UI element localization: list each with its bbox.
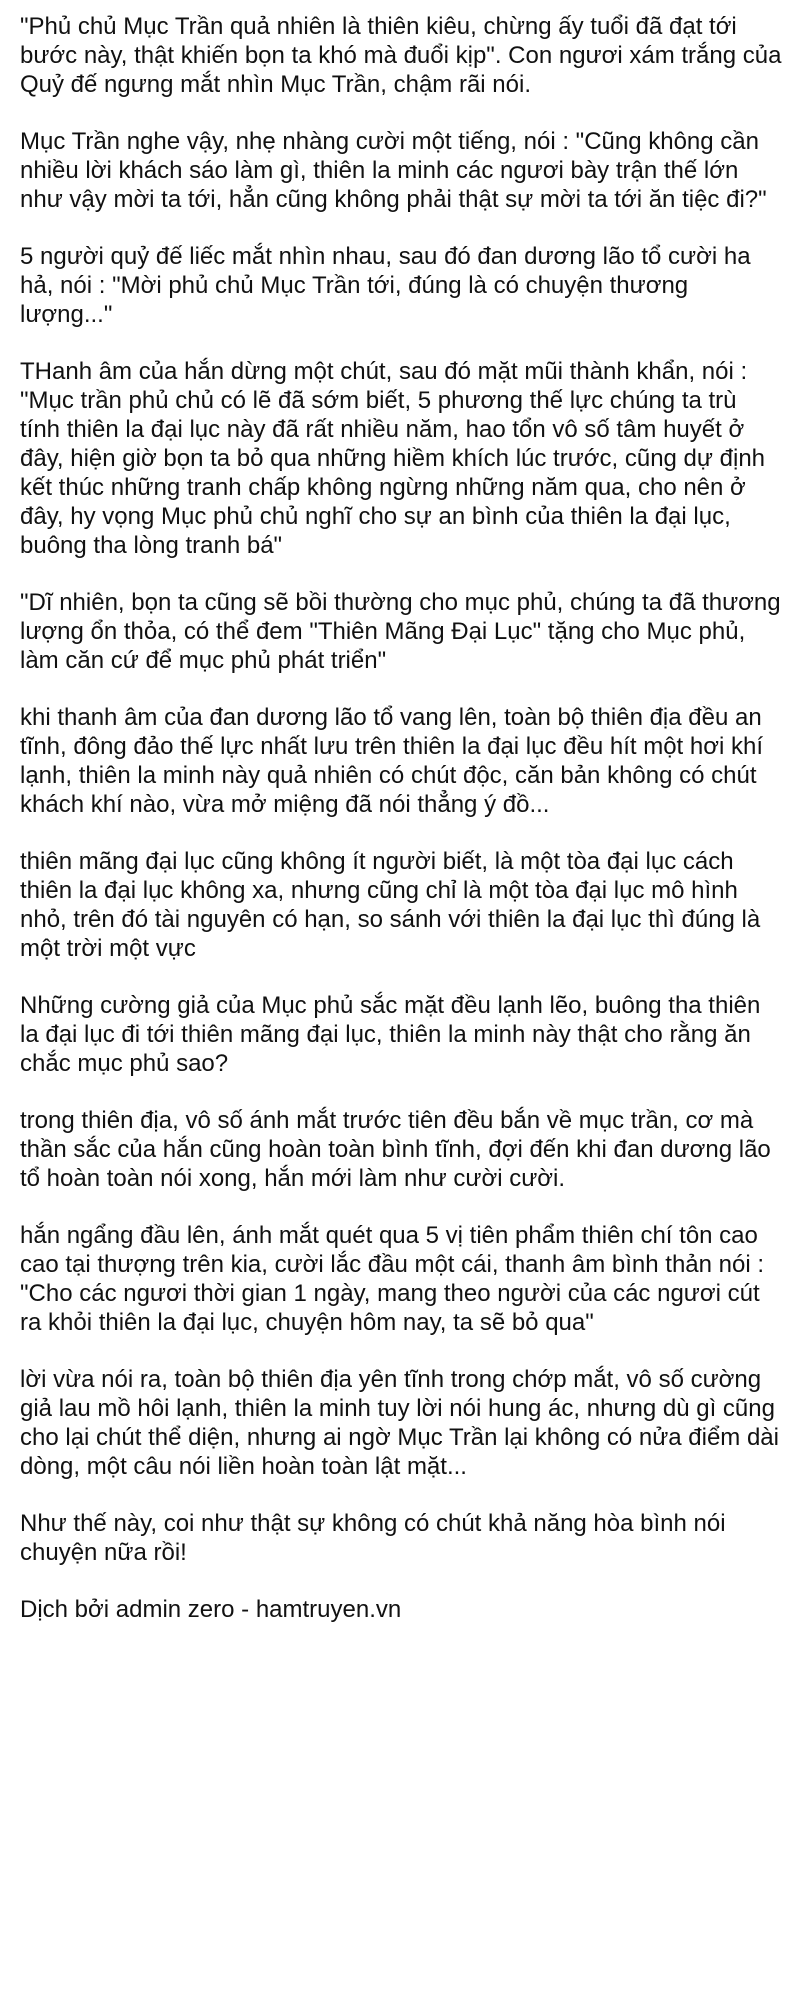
paragraph-3: 5 người quỷ đế liếc mắt nhìn nhau, sau đó đan dương lão tổ cười ha hả, nói : "Mời phủ chủ Mục Trần tới, đúng là có chuyện thương lượng..." [20,243,751,328]
paragraph-9: trong thiên địa, vô số ánh mắt trước tiên đều bắn về mục trần, cơ mà thần sắc của hắn cũng hoàn toàn bình tĩnh, đợi đến khi đan dương lão tổ hoàn toàn nói xong, hắn mới làm như cười cười. [20,1107,771,1192]
paragraph-6: khi thanh âm của đan dương lão tổ vang lên, toàn bộ thiên địa đều an tĩnh, đông đảo thế lực nhất lưu trên thiên la đại lục đều hít một hơi khí lạnh, thiên la minh này quả nhiên có chút độc, căn bản không có chút khách khí nào, vừa mở miệng đã nói thẳng ý đồ... [20,704,763,818]
paragraph-10: hắn ngẩng đầu lên, ánh mắt quét qua 5 vị tiên phẩm thiên chí tôn cao cao tại thượng trên kia, cười lắc đầu một cái, thanh âm bình thản nói : "Cho các ngươi thời gian 1 ngày, mang theo người của các ngươi cút ra khỏi thiên la đại lục, chuyện hôm nay, ta sẽ bỏ qua" [20,1222,765,1336]
paragraph-5: "Dĩ nhiên, bọn ta cũng sẽ bồi thường cho mục phủ, chúng ta đã thương lượng ổn thỏa, có thể đem "Thiên Mãng Đại Lục" tặng cho Mục phủ, làm căn cứ để mục phủ phát triển" [20,589,781,674]
paragraph-2: Mục Trần nghe vậy, nhẹ nhàng cười một tiếng, nói : "Cũng không cần nhiều lời khách sáo làm gì, thiên la minh các ngươi bày trận thế lớn như vậy mời ta tới, hẳn cũng không phải thật sự mời ta tới ăn tiệc đi?" [20,128,767,213]
paragraph-7: thiên mãng đại lục cũng không ít người biết, là một tòa đại lục cách thiên la đại lục không xa, nhưng cũng chỉ là một tòa đại lục mô hình nhỏ, trên đó tài nguyên có hạn, so sánh với thiên la đại lục thì đúng là một trời một vực [20,848,761,962]
paragraph-12: Như thế này, coi như thật sự không có chút khả năng hòa bình nói chuyện nữa rồi! [20,1510,726,1566]
document-body [20,12,782,1652]
paragraph-4: THanh âm của hắn dừng một chút, sau đó mặt mũi thành khẩn, nói : "Mục trần phủ chủ có lẽ đã sớm biết, 5 phương thế lực chúng ta trù tính thiên la đại lục này đã rất nhiều năm, hao tổn vô số tâm huyết ở đây, hiện giờ bọn ta bỏ qua những hiềm khích lúc trước, cũng dự định kết thúc những tranh chấp không ngừng những năm qua, cho nên ở đây, hy vọng Mục phủ chủ nghĩ cho sự an bình của thiên la đại lục, buông tha lòng tranh bá" [20,358,766,559]
paragraph-1: "Phủ chủ Mục Trần quả nhiên là thiên kiêu, chừng ấy tuổi đã đạt tới bước này, thật khiến bọn ta khó mà đuổi kịp". Con ngươi xám trắng của Quỷ đế ngưng mắt nhìn Mục Trần, chậm rãi nói. [20,13,782,98]
paragraph-8: Những cường giả của Mục phủ sắc mặt đều lạnh lẽo, buông tha thiên la đại lục đi tới thiên mãng đại lục, thiên la minh này thật cho rằng ăn chắc mục phủ sao? [20,992,761,1077]
translator-credit: Dịch bởi admin zero - hamtruyen.vn [20,1596,402,1623]
paragraph-11: lời vừa nói ra, toàn bộ thiên địa yên tĩnh trong chớp mắt, vô số cường giả lau mồ hôi lạnh, thiên la minh tuy lời nói hung ác, nhưng dù gì cũng cho lại chút thể diện, nhưng ai ngờ Mục Trần lại không có nửa điểm dài dòng, một câu nói liền hoàn toàn lật mặt... [20,1366,779,1480]
